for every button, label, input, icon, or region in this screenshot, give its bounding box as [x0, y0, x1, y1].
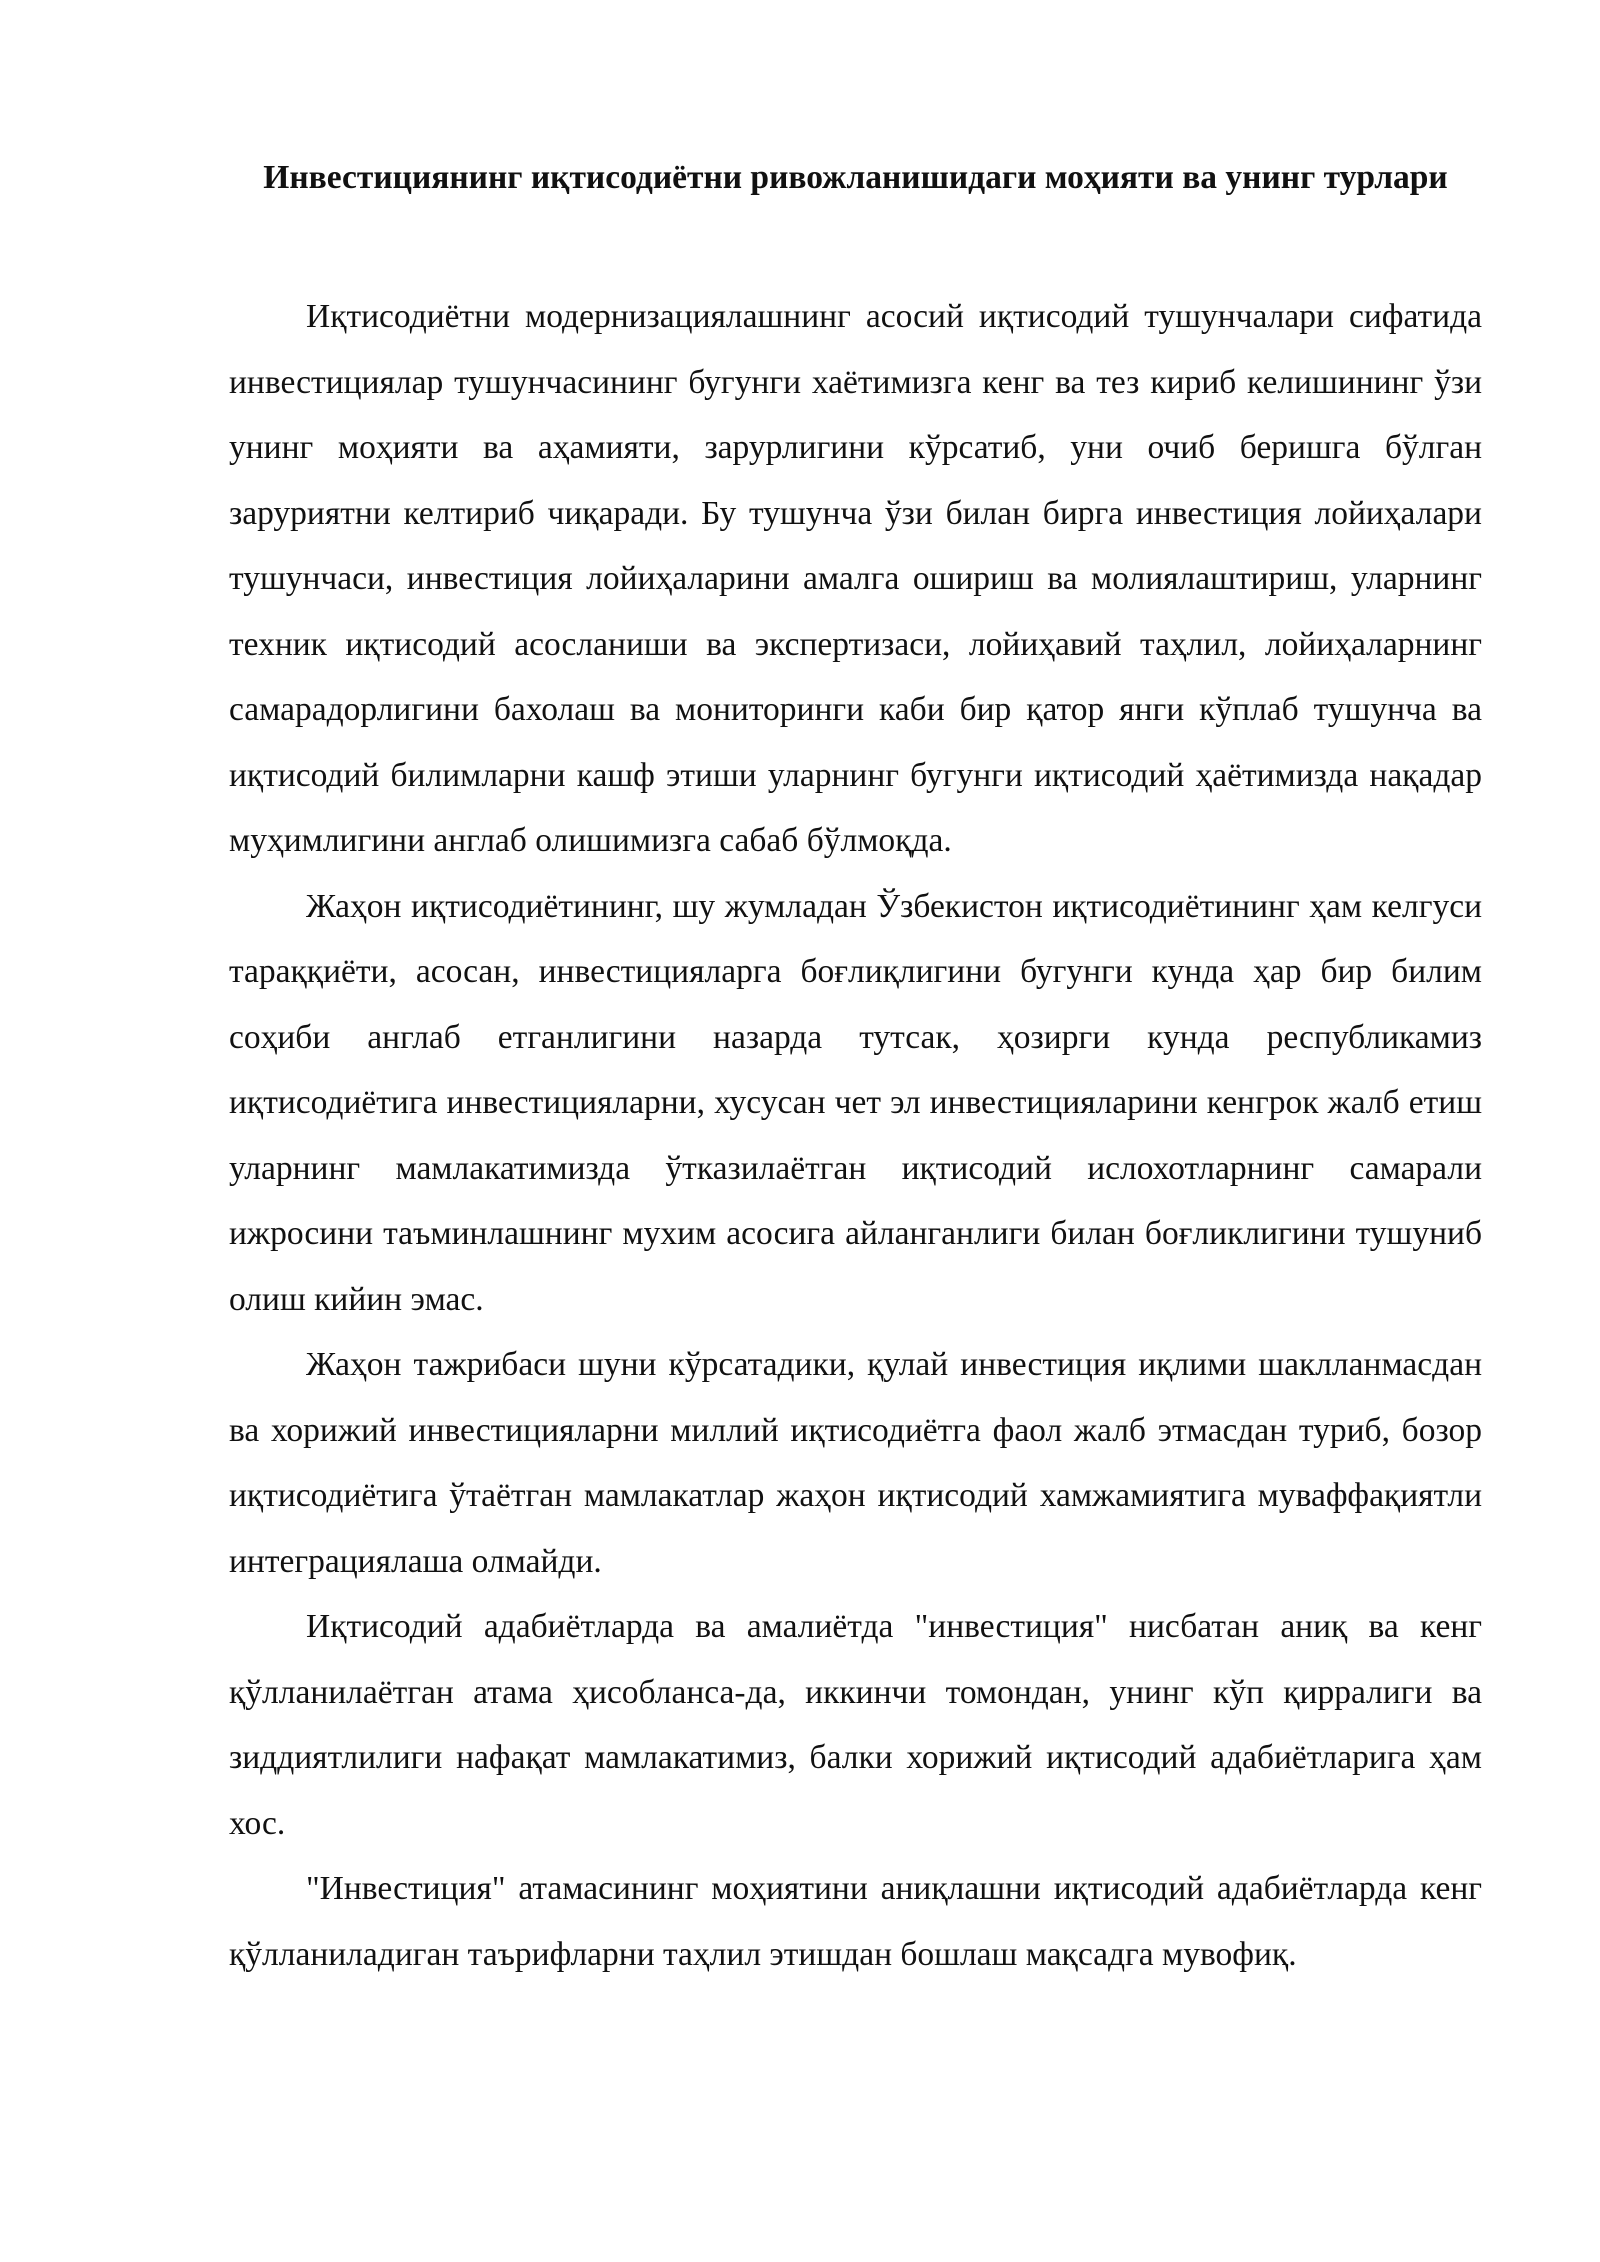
document-title: Инвестициянинг иқтисодиётни ривожланишидаги моҳияти ва унинг турлари [263, 159, 1448, 196]
paragraph-5: "Инвестиция" атамасининг моҳиятини аниқлашни иқтисодий адабиётларда кенг қўлланиладиган таърифларни таҳлил этишдан бошлаш мақсадга мувофиқ. [229, 1870, 1482, 1973]
paragraph-4: Иқтисодий адабиётларда ва амалиётда "инвестиция" нисбатан аниқ ва кенг қўлланилаётган атама ҳисобланса-да, иккинчи томондан, унинг кўп қирралиги ва зиддиятлилиги нафақат мамлакатимиз, балки хорижий иқтисодий адабиётларига ҳам хос. [229, 1608, 1482, 1842]
paragraph-2: Жаҳон иқтисодиётининг, шу жумладан Ўзбекистон иқтисодиётининг ҳам келгуси тараққиёти, асосан, инвестицияларга боғлиқлигини бугунги кунда ҳар бир билим соҳиби англаб етганлигини назарда тутсак, ҳозирги кунда республикамиз иқтисодиётига инвестицияларни, хусусан чет эл инвестицияларини кенгрок жалб етиш уларнинг мамлакатимизда ўтказилаётган иқтисодий ислохотларнинг самарали ижросини таъминлашнинг мухим асосига айланганлиги билан боғликлигини тушуниб олиш кийин эмас. [229, 887, 1482, 1318]
title-spacer [229, 206, 1482, 284]
paragraph-3: Жаҳон тажрибаси шуни кўрсатадики, қулай инвестиция иқлими шаклланмасдан ва хорижий инвестицияларни миллий иқтисодиётга фаол жалб этмасдан туриб, бозор иқтисодиётига ўтаётган мамлакатлар жаҳон иқтисодий хамжамиятига муваффақиятли интеграциялаша олмайди. [229, 1346, 1482, 1580]
document-page [229, 150, 1482, 1987]
paragraph-1: Иқтисодиётни модернизациялашнинг асосий иқтисодий тушунчалари сифатида инвестициялар тушунчасининг бугунги хаётимизга кенг ва тез кириб келишининг ўзи унинг моҳияти ва аҳамияти, зарурлигини кўрсатиб, уни очиб беришга бўлган заруриятни келтириб чиқаради. Бу тушунча ўзи билан бирга инвестиция лойиҳалари тушунчаси, инвестиция лойиҳаларини амалга ошириш ва молиялаштириш, уларнинг техник иқтисодий асосланиши ва экспертизаси, лойиҳавий таҳлил, лойиҳаларнинг самарадорлигини бахолаш ва мониторинги каби бир қатор янги кўплаб тушунча ва иқтисодий билимларни кашф этиши уларнинг бугунги иқтисодий ҳаётимизда нақадар муҳимлигини англаб олишимизга сабаб бўлмоқда. [229, 298, 1482, 859]
